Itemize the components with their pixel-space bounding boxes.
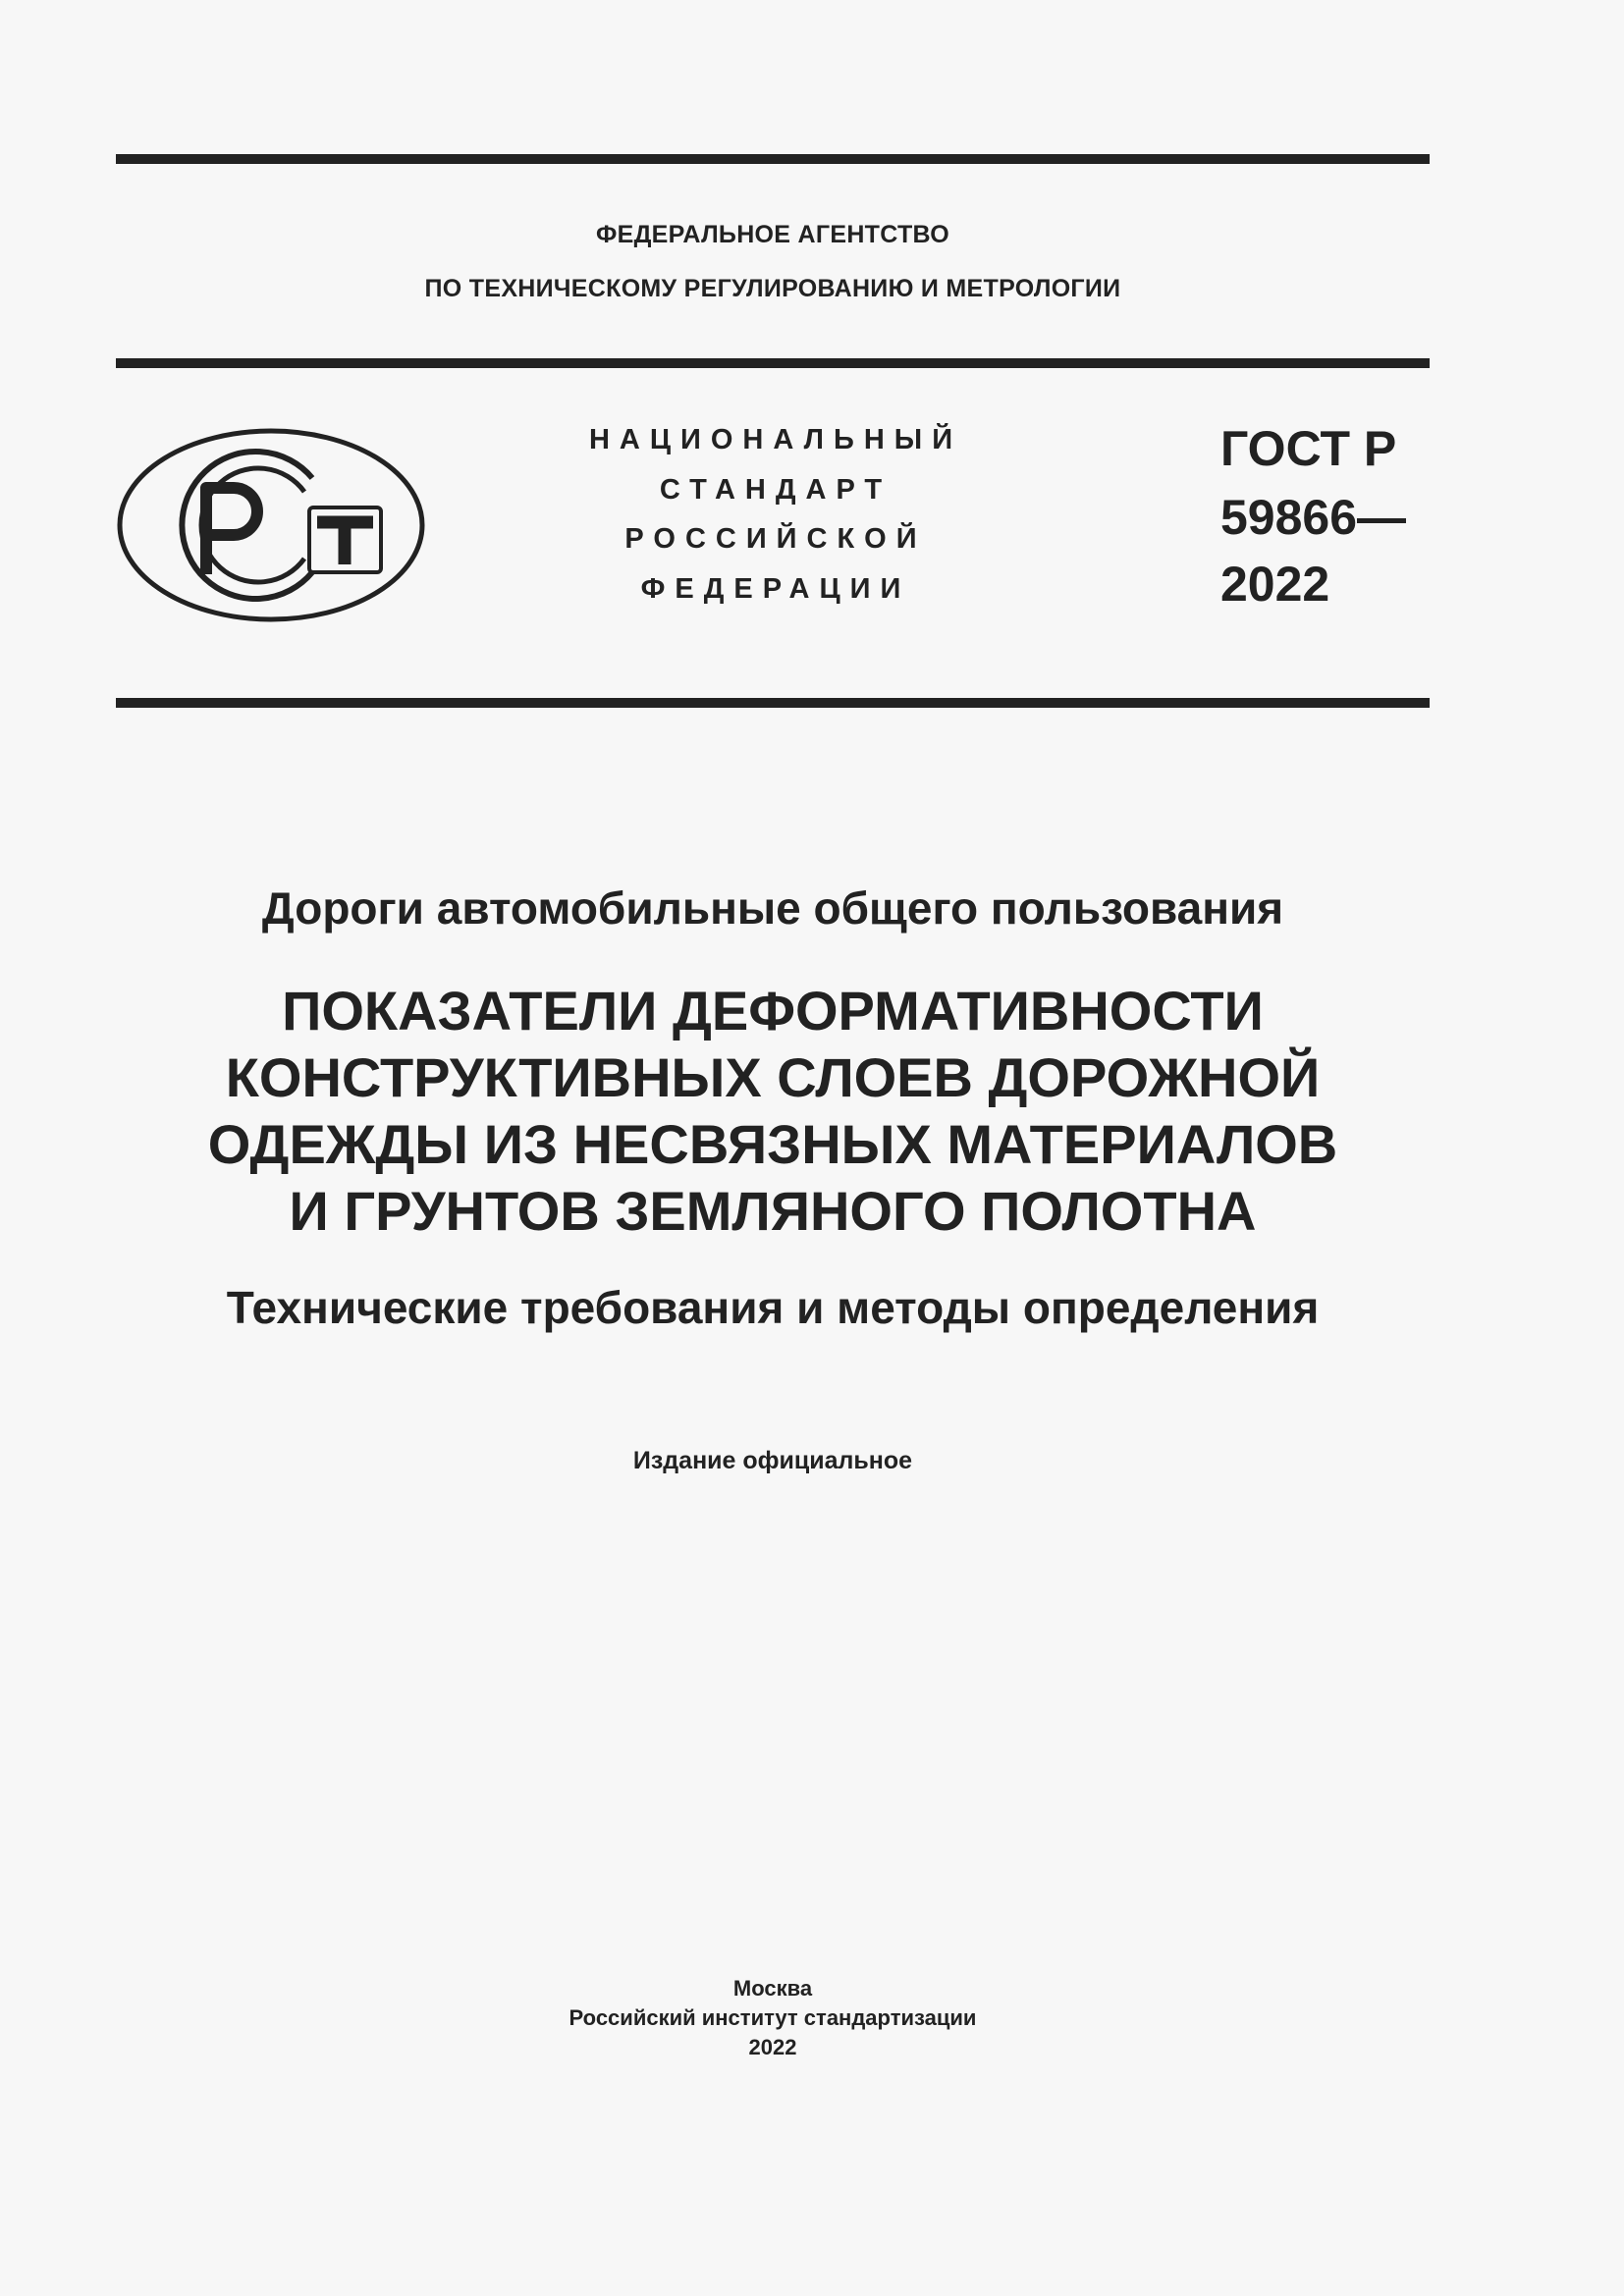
document-title-line-4: И ГРУНТОВ ЗЕМЛЯНОГО ПОЛОТНА bbox=[289, 1180, 1257, 1242]
top-rule bbox=[116, 154, 1430, 164]
national-standard-line-2: СТАНДАРТ bbox=[659, 474, 893, 506]
agency-line-1: ФЕДЕРАЛЬНОЕ АГЕНТСТВО bbox=[595, 221, 950, 248]
rst-logo-icon bbox=[116, 427, 426, 623]
national-standard-line-1: НАЦИОНАЛЬНЫЙ bbox=[588, 424, 963, 455]
publisher-name: Российский институт стандартизации bbox=[568, 2005, 977, 2030]
document-title-line-3: ОДЕЖДЫ ИЗ НЕСВЯЗНЫХ МАТЕРИАЛОВ bbox=[207, 1113, 1338, 1175]
publisher-city: Москва bbox=[732, 1976, 813, 2001]
standard-code-line-3: 2022 bbox=[1220, 557, 1330, 612]
document-subject: Дороги автомобильные общего пользования bbox=[261, 882, 1284, 934]
agency-line-2: ПО ТЕХНИЧЕСКОМУ РЕГУЛИРОВАНИЮ И МЕТРОЛОГИИ bbox=[424, 275, 1121, 302]
document-title-line-1: ПОКАЗАТЕЛИ ДЕФОРМАТИВНОСТИ bbox=[282, 980, 1264, 1041]
national-standard-line-4: ФЕДЕРАЦИИ bbox=[640, 573, 911, 605]
standard-code-line-1: ГОСТ Р bbox=[1220, 421, 1397, 476]
header-rule bbox=[116, 358, 1430, 368]
title-block-rule bbox=[116, 698, 1430, 708]
document-subtitle: Технические требования и методы определения bbox=[226, 1282, 1320, 1333]
document-title-line-2: КОНСТРУКТИВНЫХ СЛОЕВ ДОРОЖНОЙ bbox=[225, 1046, 1321, 1108]
publisher-year: 2022 bbox=[748, 2035, 797, 2059]
edition-label: Издание официальное bbox=[632, 1447, 913, 1474]
national-standard-line-3: РОССИЙСКОЙ bbox=[624, 523, 927, 555]
standard-code-line-2: 59866— bbox=[1220, 490, 1407, 545]
